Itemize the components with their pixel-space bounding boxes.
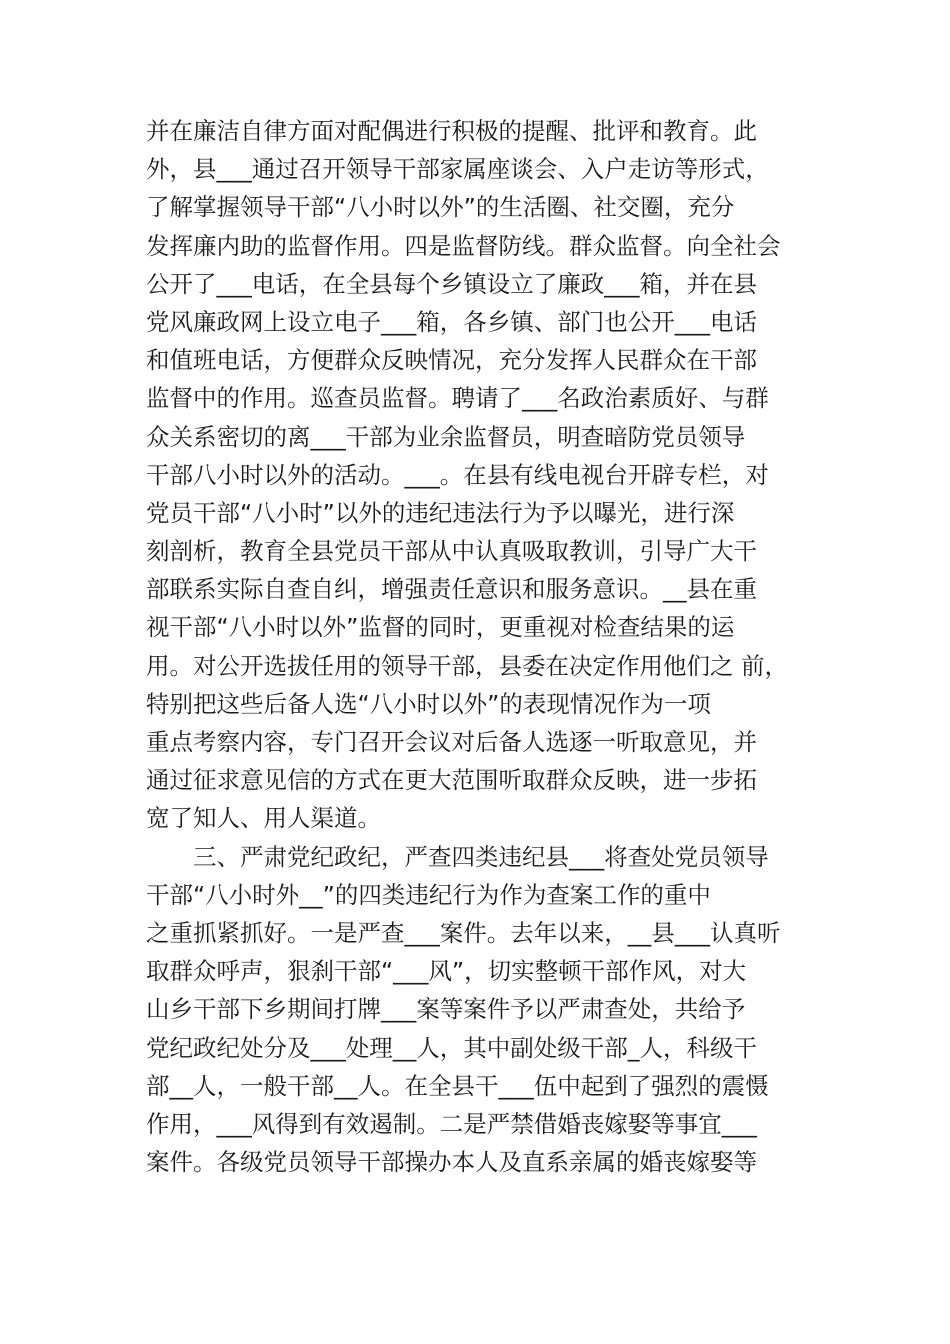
text-line: 发挥廉内助的监督作用。四是监督防线。群众监督。向全社会 bbox=[146, 231, 781, 260]
text-line: 和值班电话，方便群众反映情况，充分发挥人民群众在干部 bbox=[146, 346, 757, 375]
text-line: 公开了___电话，在全县每个乡镇设立了廉政___箱，并在县 bbox=[146, 269, 757, 298]
text-line: 用。对公开选拔任用的领导干部，县委在决定作用他们之 前， bbox=[146, 651, 788, 680]
text-line: 作用，___风得到有效遏制。二是严禁借婚丧嫁娶等事宜___ bbox=[146, 1109, 757, 1138]
text-line: 宽了知人、用人渠道。 bbox=[146, 804, 381, 833]
text-line: 重点考察内容，专门召开会议对后备人选逐一听取意见，并 bbox=[146, 728, 757, 756]
text-line: 视干部“八小时以外”监督的同时，更重视对检查结果的运 bbox=[146, 613, 735, 642]
text-line: 干部八小时以外的活动。___。在县有线电视台开辟专栏，对 bbox=[146, 460, 769, 489]
text-line: 之重抓紧抓好。一是严查___案件。去年以来，__县___认真听 bbox=[146, 918, 781, 947]
text-line: 了解掌握领导干部“八小时以外”的生活圈、社交圈，充分 bbox=[146, 193, 735, 222]
text-line: 监督中的作用。巡查员监督。聘请了___名政治素质好、与群 bbox=[146, 384, 769, 413]
text-line: 取群众呼声，狠刹干部“___风”，切实整顿干部作风，对大 bbox=[146, 957, 747, 986]
text-line: 外，县___通过召开领导干部家属座谈会、入户走访等形式， bbox=[146, 155, 769, 184]
text-line: 山乡干部下乡期间打牌___案等案件予以严肃查处，共给予 bbox=[146, 995, 746, 1024]
text-line: 案件。各级党员领导干部操办本人及直系亲属的婚丧嫁娶等 bbox=[146, 1148, 757, 1177]
text-line: 党员干部“八小时”以外的违纪违法行为予以曝光，进行深 bbox=[146, 498, 735, 527]
text-line: 部__人，一般干部__人。在全县干___伍中起到了强烈的震慑 bbox=[146, 1071, 769, 1100]
text-line: 部联系实际自查自纠，增强责任意识和服务意识。__县在重 bbox=[146, 575, 757, 604]
text-line: 党纪政纪处分及___处理__人，其中副处级干部_人，科级干 bbox=[146, 1033, 757, 1062]
text-line: 干部“八小时外__”的四类违纪行为作为查案工作的重中 bbox=[146, 880, 711, 909]
text-line: 并在廉洁自律方面对配偶进行积极的提醒、批评和教育。此 bbox=[146, 117, 757, 145]
text-line: 通过征求意见信的方式在更大范围听取群众反映，进一步拓 bbox=[146, 766, 757, 795]
text-line: 特别把这些后备人选“八小时以外”的表现情况作为一项 bbox=[146, 689, 711, 718]
text-line: 刻剖析，教育全县党员干部从中认真吸取教训，引导广大干 bbox=[146, 537, 757, 566]
body-text bbox=[146, 112, 826, 1181]
text-line: 三、严肃党纪政纪，严查四类违纪县___将查处党员领导 bbox=[146, 842, 769, 871]
text-line: 党风廉政网上设立电子___箱，各乡镇、部门也公开___电话 bbox=[146, 307, 757, 336]
text-line: 众关系密切的离___干部为业余监督员，明查暗防党员领导 bbox=[146, 422, 746, 451]
